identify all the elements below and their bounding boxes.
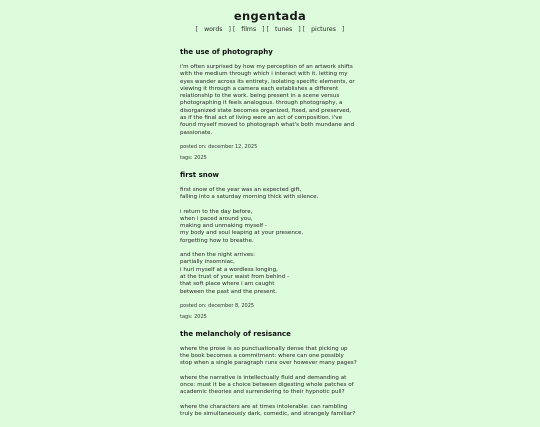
post-paragraph: first snow of the year was an expected gift, falling into a saturday morning thick with silence. xyxy=(180,186,319,201)
main-nav: [ words ] [ films ] [ tunes ] [ pictures ] xyxy=(195,26,345,33)
post-paragraph: and then the night arrives: partially insomniac, i hurl myself at a wordless longing, at the trust of your waist from behind - that soft place where i am caught between the past and the present. xyxy=(180,252,290,295)
post-paragraph: i return to the day before, when i paced around you, making and unmaking myself - my body and soul leaping at your presence, forgetting how to breathe. xyxy=(180,208,304,244)
nav-link-words[interactable]: words xyxy=(204,26,223,33)
post-title[interactable]: the melancholy of resisance xyxy=(180,329,291,338)
post-tags[interactable]: tags: 2025 xyxy=(180,314,207,321)
nav-link-pictures[interactable]: pictures xyxy=(311,26,336,33)
post-title[interactable]: first snow xyxy=(180,170,220,179)
post-paragraph: where the narrative is intellectually fluid and demanding at once: must it be a choice between digesting whole patches of academic theories and surrendering to their hypnotic pull? xyxy=(180,374,354,396)
site-title: engentada xyxy=(233,9,307,23)
nav-link-films[interactable]: films xyxy=(241,26,257,33)
post-list xyxy=(180,48,365,427)
post-entry xyxy=(180,48,365,162)
nav-link-tunes[interactable]: tunes xyxy=(274,26,293,33)
post-tags[interactable]: tags: 2025 xyxy=(180,155,207,162)
post-paragraph: i'm often surprised by how my perception of an artwork shifts with the medium through which i interact with it. letting my eyes wander across its entirety, isolating specific elements, or viewing it through a camera each establishes a different relationship to the work. being present in a scene versus photographing it feels analogous. through photography, a disorganized state becomes organized, fixed, and preserved, as if the final act of living were an act of composition. i've found myself moved to photograph what's both mundane and passionate. xyxy=(180,64,355,136)
post-paragraph: where the prose is so punctuationally dense that picking up the book becomes a commitment: where can one possibly stop when a single paragraph runs over however many pages? xyxy=(180,345,357,367)
post-date: posted on: december 8, 2025 xyxy=(180,302,255,309)
post-date: posted on: december 12, 2025 xyxy=(180,143,258,150)
post-title[interactable]: the use of photography xyxy=(180,48,273,56)
post-entry xyxy=(180,171,365,321)
post-paragraph: where the characters are at times intolerable: can rambling truly be simultaneously dark, comedic, and strangely familiar? xyxy=(180,403,356,417)
